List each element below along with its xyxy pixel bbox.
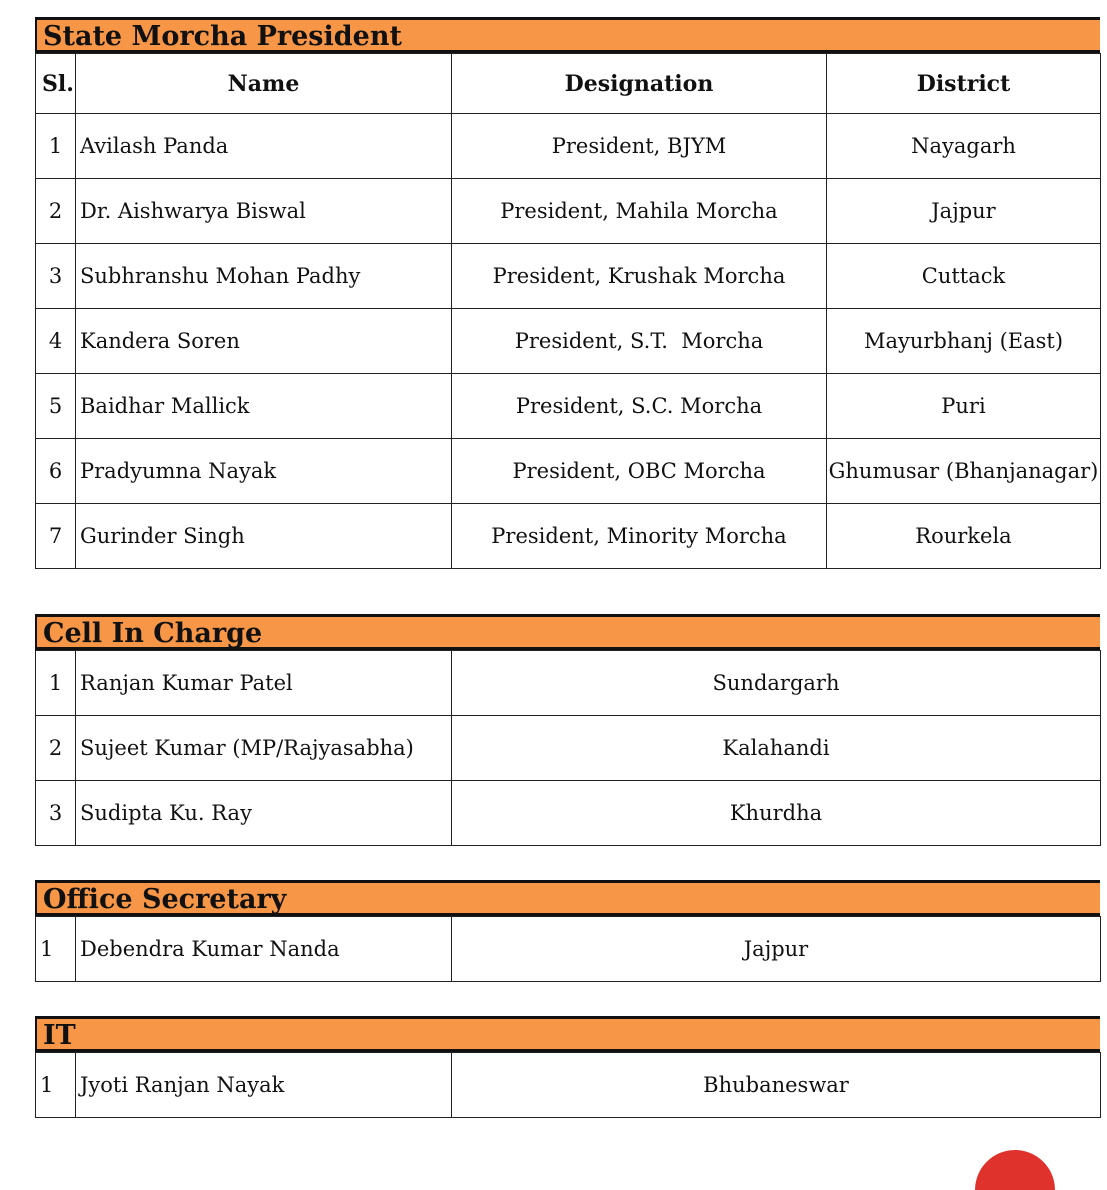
cell-in-charge-table bbox=[35, 650, 1101, 846]
table-row bbox=[36, 504, 1101, 569]
table-row bbox=[36, 374, 1101, 439]
row-name: Ranjan Kumar Patel bbox=[76, 651, 452, 716]
table-row bbox=[36, 781, 1101, 846]
row-sl: 2 bbox=[36, 179, 76, 244]
it-section bbox=[35, 1016, 1100, 1118]
row-designation: President, OBC Morcha bbox=[452, 439, 827, 504]
section-title: IT bbox=[35, 1016, 1100, 1052]
row-designation: President, Mahila Morcha bbox=[452, 179, 827, 244]
row-district: Nayagarh bbox=[827, 114, 1101, 179]
state-morcha-section bbox=[35, 17, 1100, 569]
row-designation: President, Minority Morcha bbox=[452, 504, 827, 569]
section-title: State Morcha President bbox=[35, 17, 1100, 53]
row-name: Kandera Soren bbox=[76, 309, 452, 374]
row-sl: 5 bbox=[36, 374, 76, 439]
state-morcha-table bbox=[35, 53, 1101, 569]
header-designation: Designation bbox=[452, 54, 827, 114]
section-title: Office Secretary bbox=[35, 880, 1100, 916]
row-sl: 1 bbox=[36, 917, 76, 982]
office-secretary-table bbox=[35, 916, 1101, 982]
row-name: Avilash Panda bbox=[76, 114, 452, 179]
table-row bbox=[36, 244, 1101, 309]
row-sl: 1 bbox=[36, 114, 76, 179]
header-sl: Sl. bbox=[36, 54, 76, 114]
office-secretary-section bbox=[35, 880, 1100, 982]
row-name: Debendra Kumar Nanda bbox=[76, 917, 452, 982]
row-name: Sujeet Kumar (MP/Rajyasabha) bbox=[76, 716, 452, 781]
row-name: Sudipta Ku. Ray bbox=[76, 781, 452, 846]
logo-arc-icon bbox=[975, 1150, 1055, 1190]
table-row bbox=[36, 179, 1101, 244]
row-sl: 3 bbox=[36, 781, 76, 846]
row-district: Khurdha bbox=[452, 781, 1101, 846]
row-sl: 3 bbox=[36, 244, 76, 309]
row-name: Subhranshu Mohan Padhy bbox=[76, 244, 452, 309]
row-district: Cuttack bbox=[827, 244, 1101, 309]
table-row bbox=[36, 716, 1101, 781]
row-district: Bhubaneswar bbox=[452, 1053, 1101, 1118]
row-designation: President, S.T. Morcha bbox=[452, 309, 827, 374]
row-sl: 1 bbox=[36, 1053, 76, 1118]
row-name: Gurinder Singh bbox=[76, 504, 452, 569]
row-sl: 2 bbox=[36, 716, 76, 781]
row-district: Kalahandi bbox=[452, 716, 1101, 781]
row-name: Baidhar Mallick bbox=[76, 374, 452, 439]
row-district: Rourkela bbox=[827, 504, 1101, 569]
table-row bbox=[36, 439, 1101, 504]
row-sl: 7 bbox=[36, 504, 76, 569]
table-row bbox=[36, 114, 1101, 179]
row-name: Pradyumna Nayak bbox=[76, 439, 452, 504]
row-district: Ghumusar (Bhanjanagar) bbox=[827, 439, 1101, 504]
row-district: Puri bbox=[827, 374, 1101, 439]
row-district: Sundargarh bbox=[452, 651, 1101, 716]
table-row bbox=[36, 917, 1101, 982]
header-name: Name bbox=[76, 54, 452, 114]
row-district: Jajpur bbox=[827, 179, 1101, 244]
table-row bbox=[36, 1053, 1101, 1118]
row-name: Jyoti Ranjan Nayak bbox=[76, 1053, 452, 1118]
row-sl: 6 bbox=[36, 439, 76, 504]
row-designation: President, BJYM bbox=[452, 114, 827, 179]
it-table bbox=[35, 1052, 1101, 1118]
header-district: District bbox=[827, 54, 1101, 114]
row-district: Jajpur bbox=[452, 917, 1101, 982]
section-title: Cell In Charge bbox=[35, 614, 1100, 650]
table-row bbox=[36, 651, 1101, 716]
row-designation: President, Krushak Morcha bbox=[452, 244, 827, 309]
row-district: Mayurbhanj (East) bbox=[827, 309, 1101, 374]
row-designation: President, S.C. Morcha bbox=[452, 374, 827, 439]
cell-in-charge-section bbox=[35, 614, 1100, 846]
table-row bbox=[36, 309, 1101, 374]
row-sl: 4 bbox=[36, 309, 76, 374]
row-name: Dr. Aishwarya Biswal bbox=[76, 179, 452, 244]
table-header-row bbox=[36, 54, 1101, 114]
row-sl: 1 bbox=[36, 651, 76, 716]
